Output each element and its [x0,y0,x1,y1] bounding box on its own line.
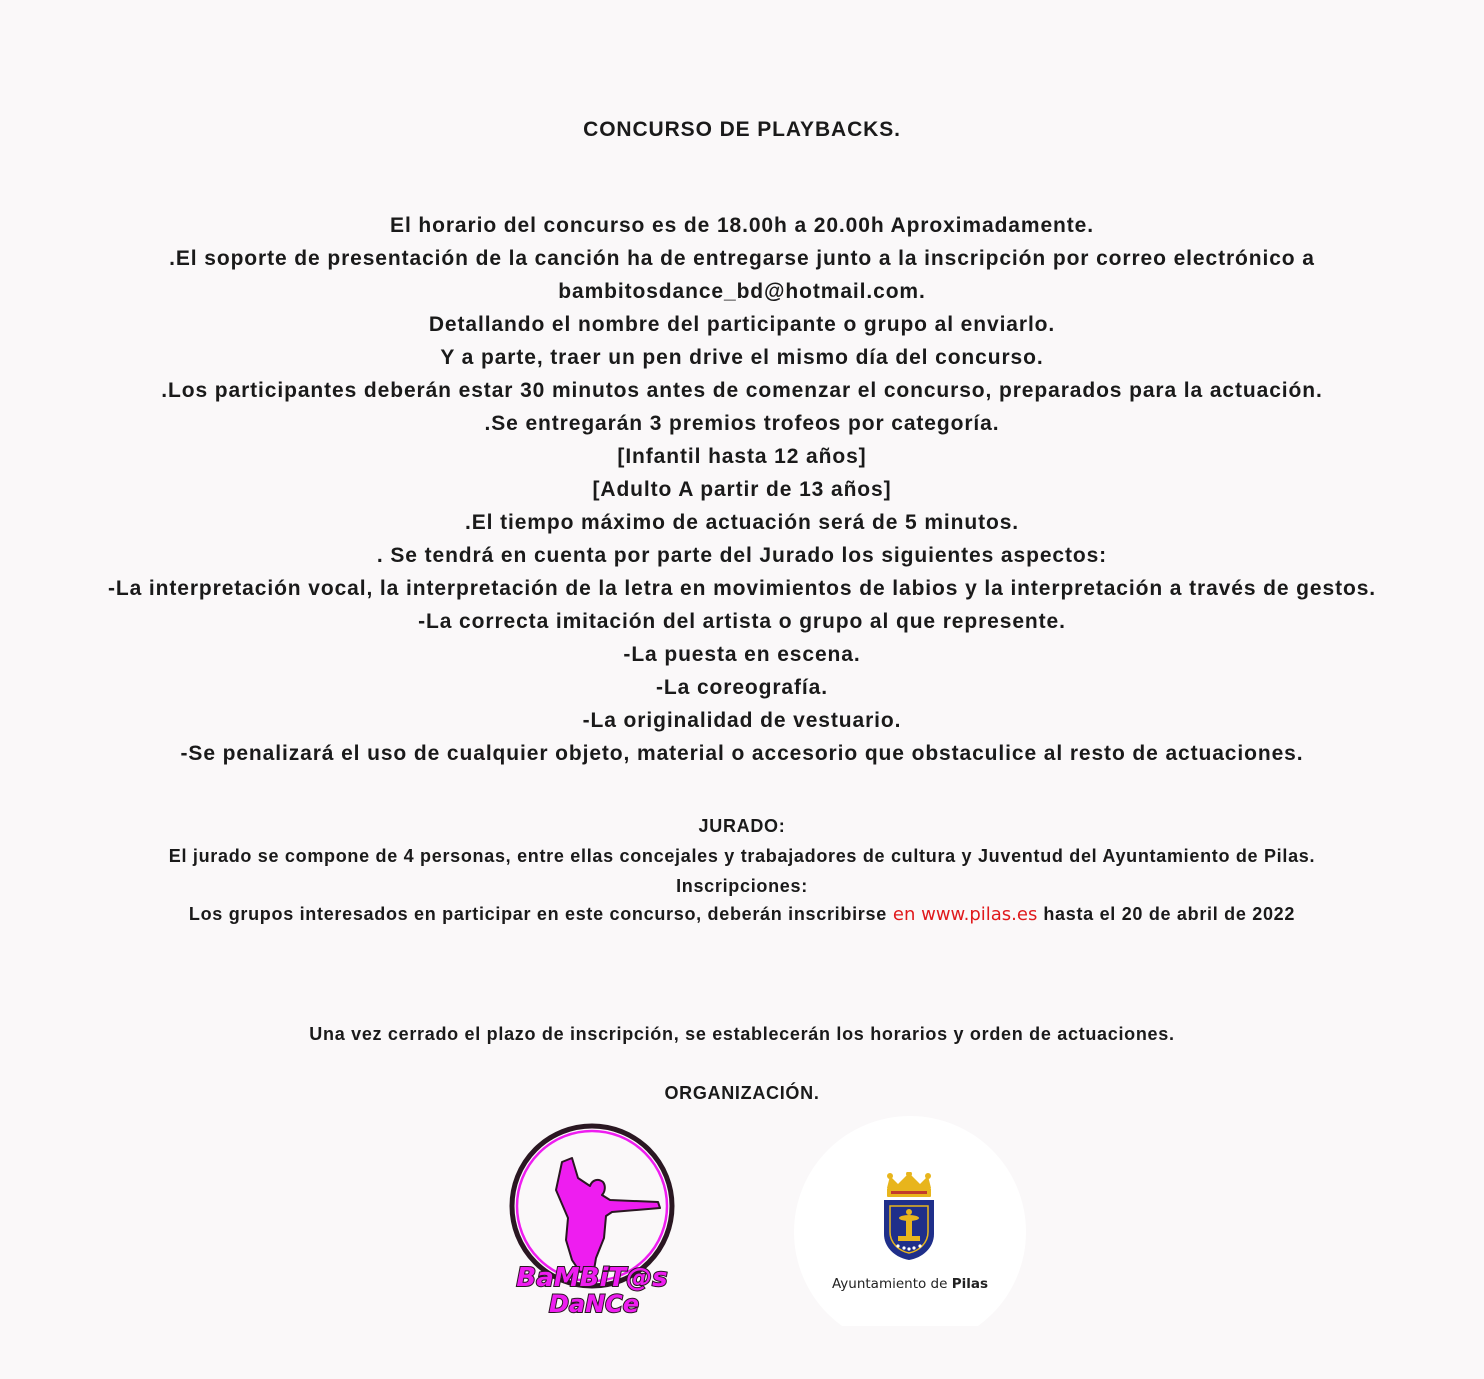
rule-line-5: Y a parte, traer un pen drive el mismo día del concurso. [440,346,1044,369]
pilas-logo-text-regular: Ayuntamiento de [831,1276,948,1292]
criteria-line-5: -La originalidad de vestuario. [582,709,902,732]
pilas-website-link[interactable]: en www.pilas.es [892,904,1038,925]
jurado-text: El jurado se compone de 4 personas, entre ellas concejales y trabajadores de cultura y Juventud del Ayuntamiento de Pilas. [168,846,1316,866]
criteria-line-6: -Se penalizará el uso de cualquier objeto, material o accesorio que obstaculice al resto de actuaciones. [180,742,1304,765]
rule-line-2: .El soporte de presentación de la canción ha de entregarse junto a la inscripción por correo electrónico a [169,247,1315,270]
rule-line-4: Detallando el nombre del participante o grupo al enviarlo. [428,313,1056,336]
inscripciones-text [0,904,1484,925]
category-adulto: [Adulto A partir de 13 años] [592,478,892,501]
pilas-coat-of-arms-icon [878,1172,940,1262]
rule-line-10: .El tiempo máximo de actuación será de 5 minutos. [464,511,1020,534]
rule-line-6: .Los participantes deberán estar 30 minutos antes de comenzar el concurso, preparados para la actuación. [161,379,1323,402]
ayuntamiento-pilas-logo [794,1116,1026,1326]
pilas-logo-text [794,1276,1026,1292]
criteria-line-4: -La coreografía. [656,676,828,699]
inscripciones-text-before: Los grupos interesados en participar en este concurso, deberán inscribirse [188,904,887,924]
jurado-heading: JURADO: [698,816,786,836]
bambitos-dance-logo [508,1120,678,1320]
rule-line-1: El horario del concurso es de 18.00h a 20.00h Aproximadamente. [390,214,1094,237]
rule-line-11: . Se tendrá en cuenta por parte del Jurado los siguientes aspectos: [376,544,1108,567]
criteria-line-1: -La interpretación vocal, la interpretación de la letra en movimientos de labios y la interpretación a través de gestos. [107,577,1377,600]
inscripciones-heading: Inscripciones: [676,876,808,896]
contact-email: bambitosdance_bd@hotmail.com. [558,280,926,303]
pilas-logo-text-bold: Pilas [951,1276,989,1292]
rule-line-7: .Se entregarán 3 premios trofeos por categoría. [484,412,1000,435]
bambitos-logo-line2: DaNCe [548,1290,640,1318]
criteria-line-3: -La puesta en escena. [623,643,861,666]
inscripciones-text-after: hasta el 20 de abril de 2022 [1043,904,1296,924]
page-title: CONCURSO DE PLAYBACKS. [583,118,901,141]
closing-note: Una vez cerrado el plazo de inscripción, se establecerán los horarios y orden de actuaciones. [309,1024,1175,1044]
bambitos-logo-line1: BaMBiT@s [516,1263,668,1293]
category-infantil: [Infantil hasta 12 años] [617,445,867,468]
criteria-line-2: -La correcta imitación del artista o grupo al que represente. [418,610,1066,633]
organization-heading: ORGANIZACIÓN. [664,1083,820,1103]
